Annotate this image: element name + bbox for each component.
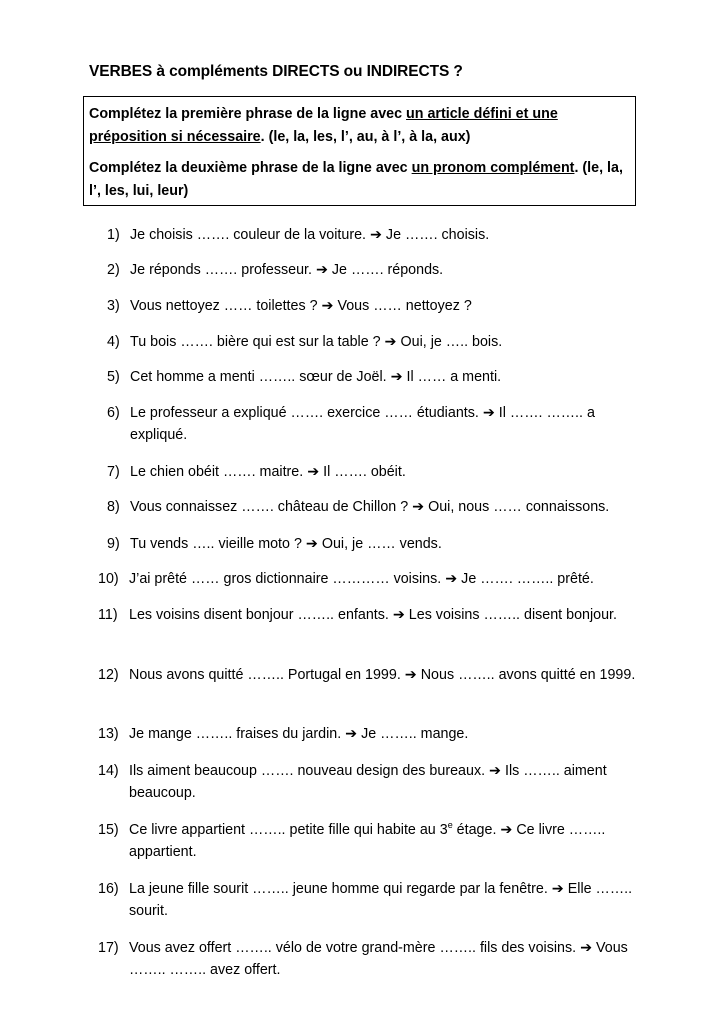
exercise-item — [98, 224, 643, 246]
exercise-text: Vous connaissez ……. château de Chillon ? ➔ Oui, nous …… connaissons. — [130, 499, 610, 515]
page-title: VERBES à compléments DIRECTS ou INDIRECTS ? — [89, 63, 463, 80]
exercise-item — [98, 461, 643, 483]
exercise-item — [98, 937, 643, 981]
exercise-number: 13) — [98, 726, 119, 742]
exercise-number: 4) — [107, 334, 120, 350]
instruction-pronoun-underlined: un pronom complément — [411, 160, 575, 176]
exercise-item — [98, 664, 643, 686]
exercise-text: Vous nettoyez …… toilettes ? ➔ Vous …… nettoyez ? — [130, 298, 472, 314]
instruction-pronoun — [89, 157, 629, 203]
exercise-number: 2) — [107, 262, 120, 278]
instruction-article-underlined: un article défini et une préposition si nécessaire — [89, 106, 558, 145]
exercise-number: 12) — [98, 667, 119, 683]
exercise-item — [98, 568, 643, 590]
exercise-text: Le chien obéit ……. maitre. ➔ Il ……. obéit. — [130, 464, 406, 480]
exercise-text: Ils aiment beaucoup ……. nouveau design des bureaux. ➔ Ils …….. aiment beaucoup. — [129, 763, 607, 801]
exercise-number: 11) — [98, 607, 118, 623]
exercise-text: La jeune fille sourit …….. jeune homme qui regarde par la fenêtre. ➔ Elle …….. sourit. — [129, 881, 633, 919]
exercise-number: 5) — [107, 369, 120, 385]
exercise-item — [98, 819, 643, 863]
exercise-number: 3) — [107, 298, 120, 314]
exercise-item — [98, 760, 643, 804]
exercise-number: 14) — [98, 763, 119, 779]
exercise-number: 1) — [107, 227, 120, 243]
instruction-article — [89, 103, 629, 149]
exercise-item — [98, 496, 643, 518]
exercise-number: 15) — [98, 822, 119, 838]
exercise-item — [98, 331, 643, 353]
exercise-text: Cet homme a menti …….. sœur de Joël. ➔ Il …… a menti. — [130, 369, 502, 385]
exercise-text: Les voisins disent bonjour …….. enfants. ➔ Les voisins …….. disent bonjour. — [129, 607, 617, 623]
exercise-item — [98, 402, 643, 446]
exercise-item — [98, 878, 643, 922]
exercise-text: Nous avons quitté …….. Portugal en 1999. ➔ Nous …….. avons quitté en 1999. — [129, 667, 636, 683]
exercise-number: 7) — [107, 464, 120, 480]
exercise-text: Tu vends ….. vieille moto ? ➔ Oui, je …… vends. — [130, 536, 442, 552]
exercise-text: Le professeur a expliqué ……. exercice …… étudiants. ➔ Il ……. …….. a expliqué. — [130, 405, 595, 443]
exercise-number: 9) — [107, 536, 120, 552]
instruction-article-lead: Complétez la première phrase de la ligne avec — [89, 106, 407, 122]
exercise-item — [98, 295, 643, 317]
exercise-number: 16) — [98, 881, 119, 897]
exercise-text — [129, 819, 643, 863]
exercise-text: J’ai prêté …… gros dictionnaire ………… voisins. ➔ Je ……. …….. prêté. — [129, 571, 594, 587]
exercise-text: Je réponds ……. professeur. ➔ Je ……. réponds. — [130, 262, 444, 278]
ordinal-superscript: e — [447, 820, 453, 831]
exercise-text: Je choisis ……. couleur de la voiture. ➔ Je ……. choisis. — [130, 227, 490, 243]
instruction-pronoun-lead: Complétez la deuxième phrase de la ligne avec — [89, 160, 412, 176]
exercise-number: 8) — [107, 499, 120, 515]
instructions-box — [83, 96, 636, 206]
exercise-text-part: Ce livre appartient …….. petite fille qui habite au 3 — [129, 822, 448, 838]
exercise-text: Vous avez offert …….. vélo de votre grand-mère …….. fils des voisins. ➔ Vous …….. …….. avez offert. — [129, 940, 628, 978]
exercise-text: Tu bois ……. bière qui est sur la table ? ➔ Oui, je ….. bois. — [130, 334, 503, 350]
exercise-number: 6) — [107, 405, 120, 421]
exercise-text: Je mange …….. fraises du jardin. ➔ Je …….. mange. — [129, 726, 469, 742]
exercise-item — [98, 366, 643, 388]
exercise-number: 17) — [98, 940, 119, 956]
instruction-pronoun-options: . (le, la, l’, les, lui, leur) — [89, 160, 623, 199]
exercise-number: 10) — [98, 571, 119, 587]
exercise-item — [98, 259, 643, 281]
exercise-item — [98, 723, 643, 745]
exercise-text-part: étage. ➔ Ce livre …….. appartient. — [129, 822, 606, 860]
exercise-item — [98, 604, 643, 626]
instruction-article-options: . (le, la, les, l’, au, à l’, à la, aux) — [260, 129, 471, 145]
exercise-item — [98, 533, 643, 555]
